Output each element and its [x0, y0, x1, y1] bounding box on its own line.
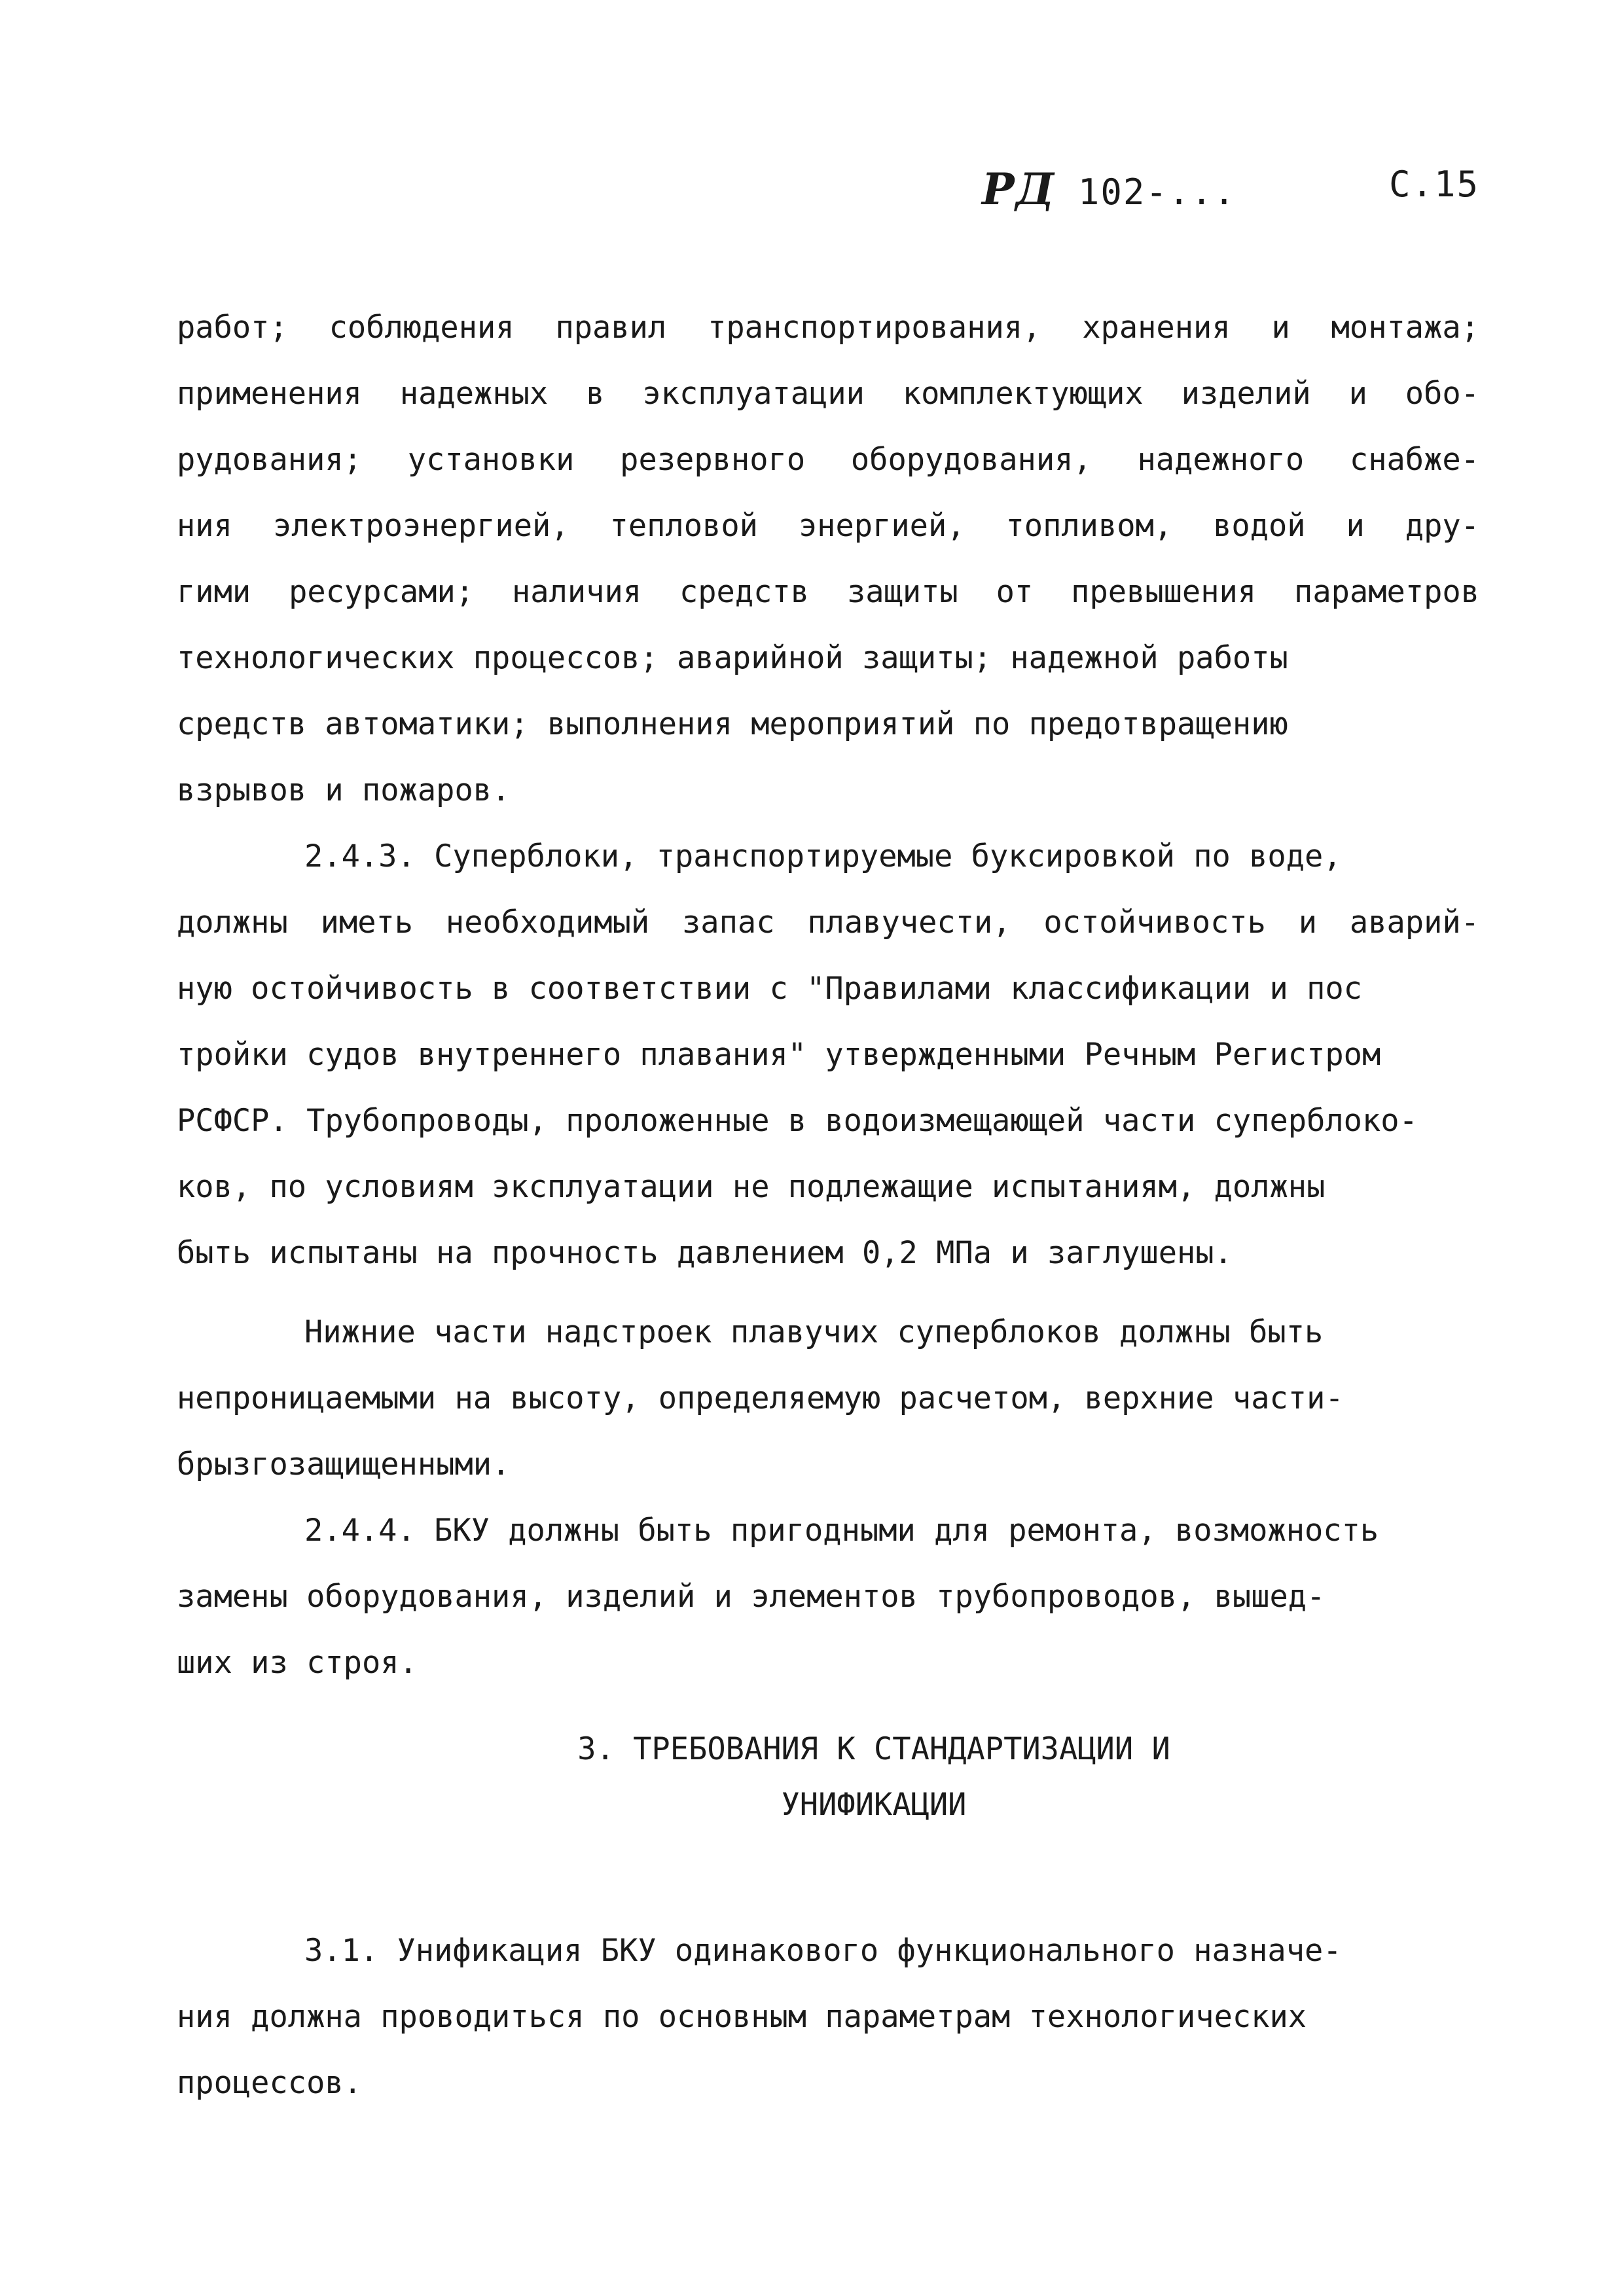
text-line: технологических процессов; аварийной защиты; надежной работы [177, 640, 1288, 676]
paragraph-3-1 [177, 1918, 1479, 2116]
document-code-number: 102-... [1055, 171, 1236, 213]
text-line: применения надежных в эксплуатации комплектующих изделий и обо- [177, 376, 1479, 412]
document-code [982, 164, 1236, 215]
page-number: С.15 [1388, 164, 1479, 205]
text-line: непроницаемыми на высоту, определяемую расчетом, верхние части- [177, 1380, 1344, 1416]
text-line: ния электроэнергией, тепловой энергией, топливом, водой и дру- [177, 508, 1479, 544]
text-line: работ; соблюдения правил транспортирования, хранения и монтажа; [177, 310, 1479, 346]
paragraph-2-4-4 [177, 1498, 1479, 1696]
section-heading [177, 1721, 1479, 1833]
paragraph-continuation [177, 295, 1479, 823]
text-line: быть испытаны на прочность давлением 0,2 МПа и заглушены. [177, 1235, 1233, 1271]
text-line: РСФСР. Трубопроводы, проложенные в водоизмещающей части суперблоко- [177, 1103, 1418, 1139]
text-line: ния должна проводиться по основным параметрам технологических [177, 1999, 1307, 2035]
text-line: Нижние части надстроек плавучих суперблоков должны быть [304, 1314, 1324, 1350]
paragraph-2-4-3 [177, 823, 1479, 1286]
text-line: взрывов и пожаров. [177, 772, 511, 808]
text-line: брызгозащищенными. [177, 1446, 511, 1482]
section-heading-line-2: УНИФИКАЦИИ [781, 1787, 967, 1823]
text-line: гими ресурсами; наличия средств защиты от превышения параметров [177, 574, 1479, 610]
text-line: 3.1. Унификация БКУ одинакового функционального назначе- [304, 1933, 1342, 1969]
paragraph-gap [177, 1286, 1479, 1299]
text-line: ную остойчивость в соответствии с "Правилами классификации и пос [177, 971, 1362, 1007]
page-header [982, 157, 1479, 216]
text-line: 2.4.3. Суперблоки, транспортируемые буксировкой по воде, [304, 838, 1342, 874]
text-line: ков, по условиям эксплуатации не подлежащие испытаниям, должны [177, 1169, 1326, 1205]
text-line: ших из строя. [177, 1645, 418, 1681]
text-line: процессов. [177, 2065, 362, 2101]
document-code-prefix: РД [982, 164, 1056, 215]
text-line: рудования; установки резервного оборудования, надежного снабже- [177, 442, 1479, 478]
text-line: замены оборудования, изделий и элементов трубопроводов, вышед- [177, 1579, 1326, 1615]
main-text [177, 295, 1479, 1696]
section-heading-line-1: 3. ТРЕБОВАНИЯ К СТАНДАРТИЗАЦИИ И [577, 1731, 1170, 1767]
section-3-text [177, 1918, 1479, 2116]
text-line: должны иметь необходимый запас плавучести, остойчивость и аварий- [177, 905, 1479, 941]
text-line: средств автоматики; выполнения мероприятий по предотвращению [177, 706, 1288, 742]
text-line: тройки судов внутреннего плавания" утвержденными Речным Регистром [177, 1037, 1381, 1073]
paragraph-superstructures [177, 1299, 1479, 1498]
text-line: 2.4.4. БКУ должны быть пригодными для ремонта, возможность [304, 1513, 1379, 1549]
